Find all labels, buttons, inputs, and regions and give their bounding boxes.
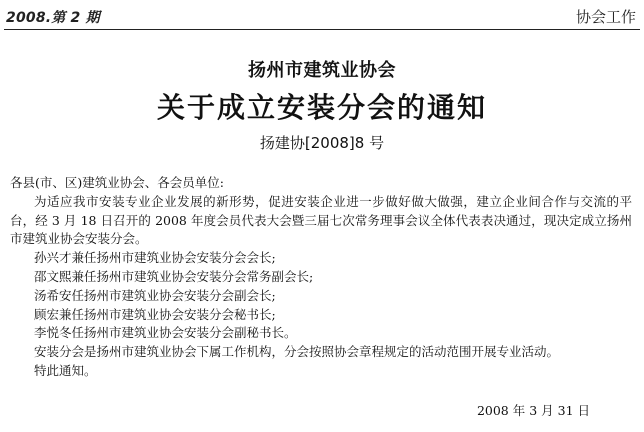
appointment-line: 孙兴才兼任扬州市建筑业协会安装分会会长; bbox=[34, 250, 276, 266]
appointment-line: 顾宏兼任扬州市建筑业协会安装分会秘书长; bbox=[34, 306, 276, 322]
notice-body bbox=[10, 174, 632, 381]
appointment-line: 邵文熙兼任扬州市建筑业协会安装分会常务副会长; bbox=[34, 268, 314, 284]
page-header bbox=[0, 0, 644, 30]
issue-number: 2008.第 2 期 bbox=[6, 10, 100, 26]
notice-title: 关于成立安装分会的通知 bbox=[156, 91, 487, 124]
closing-line: 特此通知。 bbox=[34, 362, 97, 378]
nature-paragraph: 安装分会是扬州市建筑业协会下属工作机构，分会按照协会章程规定的活动范围开展专业活动。 bbox=[34, 344, 560, 360]
section-title: 协会工作 bbox=[575, 8, 636, 26]
salutation: 各县(市、区)建筑业协会、各会员单位: bbox=[10, 175, 224, 190]
appointment-line: 汤希安任扬州市建筑业协会安装分会副会长; bbox=[34, 287, 276, 303]
header-rule bbox=[4, 29, 640, 30]
intro-paragraph: 为适应我市安装专业企业发展的新形势，促进安装企业进一步做好做大做强，建立企业间合作与交流的平台，经 3 月 18 日召开的 2008 年度会员代表大会暨三届七次常务理事会议全体代表表决通过，现决定成立扬州市建筑业协会安装分会。 bbox=[10, 193, 632, 247]
appointment-line: 李悦冬任扬州市建筑业协会安装分会副秘书长。 bbox=[34, 325, 297, 341]
issue-date: 2008 年 3 月 31 日 bbox=[476, 403, 590, 418]
document-number: 扬建协[2008]8 号 bbox=[259, 134, 385, 152]
issuing-organization: 扬州市建筑业协会 bbox=[248, 60, 396, 81]
